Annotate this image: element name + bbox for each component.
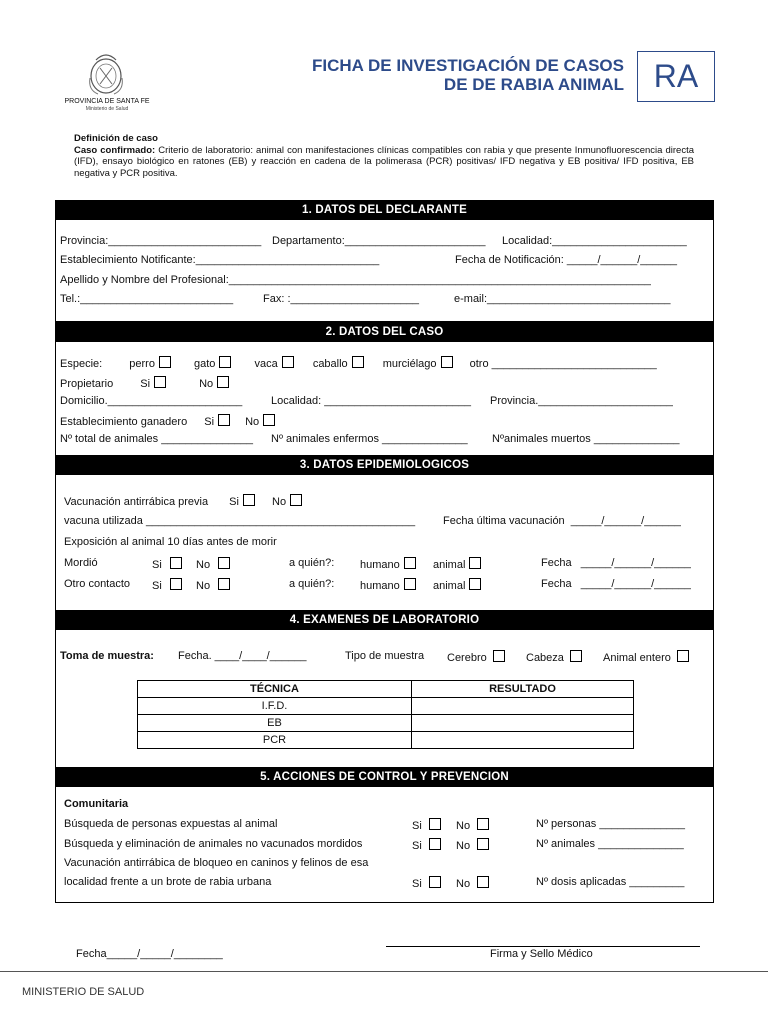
province-seal	[84, 50, 128, 98]
mordio-no-checkbox[interactable]	[218, 557, 230, 569]
signature-line	[386, 946, 700, 947]
provincia-field[interactable]: Provincia:_________________________	[60, 235, 262, 247]
departamento-field[interactable]: Departamento:_______________________	[272, 235, 486, 247]
total-animales-field[interactable]: Nº total de animales _______________	[60, 433, 253, 445]
form-title-line1: FICHA DE INVESTIGACIÓN DE CASOS	[311, 56, 624, 75]
toma-muestra-label: Toma de muestra:	[60, 650, 154, 662]
animales-no-label: No	[456, 840, 471, 852]
propietario-label: Propietario	[60, 378, 114, 390]
section-2-header: 2. DATOS DEL CASO	[55, 322, 714, 342]
section-3-header: 3. DATOS EPIDEMIOLOGICOS	[55, 455, 714, 475]
tecnica-cell: I.F.D.	[138, 698, 412, 715]
contacto-fecha-field[interactable]: Fecha _____/______/______	[541, 578, 691, 590]
bloqueo-no-label: No	[456, 878, 471, 890]
profesional-field[interactable]: Apellido y Nombre del Profesional:_____________________________________________________________________	[60, 274, 651, 286]
especie-row	[60, 356, 657, 370]
footer-fecha-field[interactable]: Fecha_____/_____/________	[76, 948, 223, 960]
n-dosis-field[interactable]: Nº dosis aplicadas _________	[536, 876, 685, 888]
domicilio-field[interactable]: Domicilio.______________________	[60, 395, 243, 407]
contacto-si-checkbox[interactable]	[170, 578, 182, 590]
signature-label: Firma y Sello Médico	[490, 948, 593, 960]
footer-divider	[0, 971, 768, 972]
animales-si-label: Si	[412, 840, 422, 852]
mordio-si-checkbox[interactable]	[170, 557, 182, 569]
tecnica-cell: PCR	[138, 732, 412, 749]
murcielago-checkbox[interactable]	[441, 356, 453, 368]
vaca-checkbox[interactable]	[282, 356, 294, 368]
contacto-no-label: No	[196, 580, 211, 592]
personas-no-checkbox[interactable]	[477, 818, 489, 830]
contacto-si-label: Si	[152, 580, 162, 592]
contacto-a-quien-label: a quién?:	[289, 578, 335, 590]
vacunacion-bloqueo-label-2: localidad frente a un brote de rabia urbana	[64, 876, 272, 888]
n-animales-field[interactable]: Nº animales ______________	[536, 838, 684, 850]
case-definition	[74, 133, 694, 179]
vacunacion-si-checkbox[interactable]	[243, 494, 255, 506]
definition-heading: Definición de caso	[74, 133, 158, 144]
n-personas-field[interactable]: Nº personas ______________	[536, 818, 685, 830]
tecnica-header: TÉCNICA	[138, 681, 412, 698]
contacto-animal-label: animal	[433, 580, 466, 592]
contacto-humano-label: humano	[360, 580, 400, 592]
animales-enfermos-field[interactable]: Nº animales enfermos ______________	[271, 433, 468, 445]
toma-fecha-field[interactable]: Fecha. ____/____/______	[178, 650, 307, 662]
definition-label: Caso confirmado:	[74, 144, 156, 156]
contacto-animal	[433, 578, 481, 592]
email-field[interactable]: e-mail:______________________________	[454, 293, 671, 305]
bloqueo-no-checkbox[interactable]	[477, 876, 489, 888]
fecha-notificacion-field[interactable]: Fecha de Notificación: _____/______/______	[455, 254, 678, 266]
cabeza-checkbox[interactable]	[570, 650, 582, 662]
bloqueo-no	[456, 876, 489, 890]
mordio-animal-label: animal	[433, 559, 466, 571]
personas-si	[412, 818, 441, 832]
mordio-humano	[360, 557, 416, 571]
mordio-animal-checkbox[interactable]	[469, 557, 481, 569]
mordio-animal	[433, 557, 481, 571]
cerebro-checkbox[interactable]	[493, 650, 505, 662]
resultado-cell[interactable]	[412, 732, 634, 749]
perro-checkbox[interactable]	[159, 356, 171, 368]
propietario-si-checkbox[interactable]	[154, 376, 166, 388]
localidad-field[interactable]: Localidad:______________________	[502, 235, 687, 247]
ganadero-label: Establecimiento ganadero	[60, 416, 188, 428]
murcielago-label: murciélago	[382, 358, 437, 370]
otro-field[interactable]: otro ___________________________	[469, 358, 657, 370]
gato-checkbox[interactable]	[219, 356, 231, 368]
personas-no	[456, 818, 489, 832]
gato-label: gato	[194, 358, 216, 370]
footer-ministerio: MINISTERIO DE SALUD	[22, 986, 145, 998]
cerebro-label: Cerebro	[447, 652, 487, 664]
vacunacion-previa-label: Vacunación antirrábica previa	[64, 496, 209, 508]
province-name: PROVINCIA DE SANTA FE	[64, 98, 150, 105]
ganadero-row	[60, 414, 275, 428]
vaca-label: vaca	[254, 358, 278, 370]
ministry-small: Ministerio de Salud	[85, 106, 129, 112]
ra-badge	[637, 51, 715, 102]
ra-badge-text: RA	[653, 58, 699, 94]
animales-no-checkbox[interactable]	[477, 838, 489, 850]
section-1-header: 1. DATOS DEL DECLARANTE	[55, 200, 714, 220]
resultado-cell[interactable]	[412, 698, 634, 715]
cabeza-option	[526, 650, 582, 664]
vacunacion-bloqueo-label-1: Vacunación antirrábica de bloqueo en caninos y felinos de esa	[64, 857, 369, 869]
contacto-no-checkbox[interactable]	[218, 578, 230, 590]
animal-entero-option	[603, 650, 689, 664]
otro-contacto-label: Otro contacto	[64, 578, 131, 590]
personas-si-checkbox[interactable]	[429, 818, 441, 830]
ganadero-si-checkbox[interactable]	[218, 414, 230, 426]
contacto-humano	[360, 578, 416, 592]
section-4-header: 4. EXAMENES DE LABORATORIO	[55, 610, 714, 630]
vacunacion-no-checkbox[interactable]	[290, 494, 302, 506]
contacto-no	[196, 578, 230, 592]
definition-text: Criterio de laboratorio: animal con manifestaciones clínicas compatibles con rabia y que presente Inmunofluorescencia directa (IFD), ensayo biológico en ratones (EB) y reacción en cadena de la polimerasa (PCR) positivas/ IFD negativa y EB positiva/ IFD positiva, EB negativa y PCR positiva.	[74, 144, 694, 179]
ganadero-no-label: No	[245, 416, 260, 428]
bloqueo-si	[412, 876, 441, 890]
bloqueo-si-label: Si	[412, 878, 422, 890]
fecha-ultima-vacunacion-field[interactable]: Fecha última vacunación _____/______/______	[443, 515, 681, 527]
mordio-humano-checkbox[interactable]	[404, 557, 416, 569]
bloqueo-si-checkbox[interactable]	[429, 876, 441, 888]
vacunacion-previa-row	[64, 494, 302, 508]
especie-label: Especie:	[60, 358, 103, 370]
table-row	[138, 715, 634, 732]
section-5-header: 5. ACCIONES DE CONTROL Y PREVENCION	[55, 767, 714, 787]
mordio-no-label: No	[196, 559, 211, 571]
ganadero-si-label: Si	[204, 416, 215, 428]
busqueda-personas-label: Búsqueda de personas expuestas al animal	[64, 818, 278, 830]
personas-si-label: Si	[412, 820, 422, 832]
mordio-fecha-field[interactable]: Fecha _____/______/______	[541, 557, 691, 569]
fax-field[interactable]: Fax: :_____________________	[263, 293, 419, 305]
mordio-no	[196, 557, 230, 571]
propietario-si-label: Si	[140, 378, 151, 390]
comunitaria-label: Comunitaria	[64, 798, 129, 810]
vacuna-utilizada-field[interactable]: vacuna utilizada ____________________________________________	[64, 515, 416, 527]
caso-provincia-field[interactable]: Provincia.______________________	[490, 395, 673, 407]
vacunacion-no-label: No	[272, 496, 287, 508]
personas-no-label: No	[456, 820, 471, 832]
definition-body	[74, 145, 694, 180]
mordio-si-label: Si	[152, 559, 162, 571]
propietario-row	[60, 376, 229, 390]
animales-muertos-field[interactable]: Nºanimales muertos ______________	[492, 433, 680, 445]
mordio-si	[152, 557, 182, 571]
animal-entero-checkbox[interactable]	[677, 650, 689, 662]
form-title	[250, 56, 624, 94]
seal-icon	[84, 50, 128, 98]
table-row	[138, 732, 634, 749]
ganadero-no-checkbox[interactable]	[263, 414, 275, 426]
animal-entero-label: Animal entero	[603, 652, 671, 664]
mordio-label: Mordió	[64, 557, 98, 569]
mordio-humano-label: humano	[360, 559, 400, 571]
caballo-checkbox[interactable]	[352, 356, 364, 368]
contacto-humano-checkbox[interactable]	[404, 578, 416, 590]
vacunacion-si-label: Si	[229, 496, 239, 508]
perro-label: perro	[129, 358, 155, 370]
tel-field[interactable]: Tel.:_________________________	[60, 293, 234, 305]
caballo-label: caballo	[312, 358, 348, 370]
table-header-row	[138, 681, 634, 698]
form-title-line2: DE DE RABIA ANIMAL	[443, 75, 624, 94]
cerebro-option	[447, 650, 505, 664]
propietario-no-checkbox[interactable]	[217, 376, 229, 388]
mordio-a-quien-label: a quién?:	[289, 557, 335, 569]
tipo-muestra-label: Tipo de muestra	[345, 650, 425, 662]
table-row	[138, 698, 634, 715]
animales-no	[456, 838, 489, 852]
resultado-cell[interactable]	[412, 715, 634, 732]
animales-si-checkbox[interactable]	[429, 838, 441, 850]
lab-results-table	[137, 680, 634, 749]
resultado-header: RESULTADO	[412, 681, 634, 698]
busqueda-animales-label: Búsqueda y eliminación de animales no vacunados mordidos	[64, 838, 363, 850]
contacto-animal-checkbox[interactable]	[469, 578, 481, 590]
cabeza-label: Cabeza	[526, 652, 564, 664]
caso-localidad-field[interactable]: Localidad: ________________________	[271, 395, 472, 407]
animales-si	[412, 838, 441, 852]
propietario-no-label: No	[199, 378, 214, 390]
exposicion-label: Exposición al animal 10 días antes de morir	[64, 536, 277, 548]
tecnica-cell: EB	[138, 715, 412, 732]
contacto-si	[152, 578, 182, 592]
establecimiento-field[interactable]: Establecimiento Notificante:______________________________	[60, 254, 380, 266]
